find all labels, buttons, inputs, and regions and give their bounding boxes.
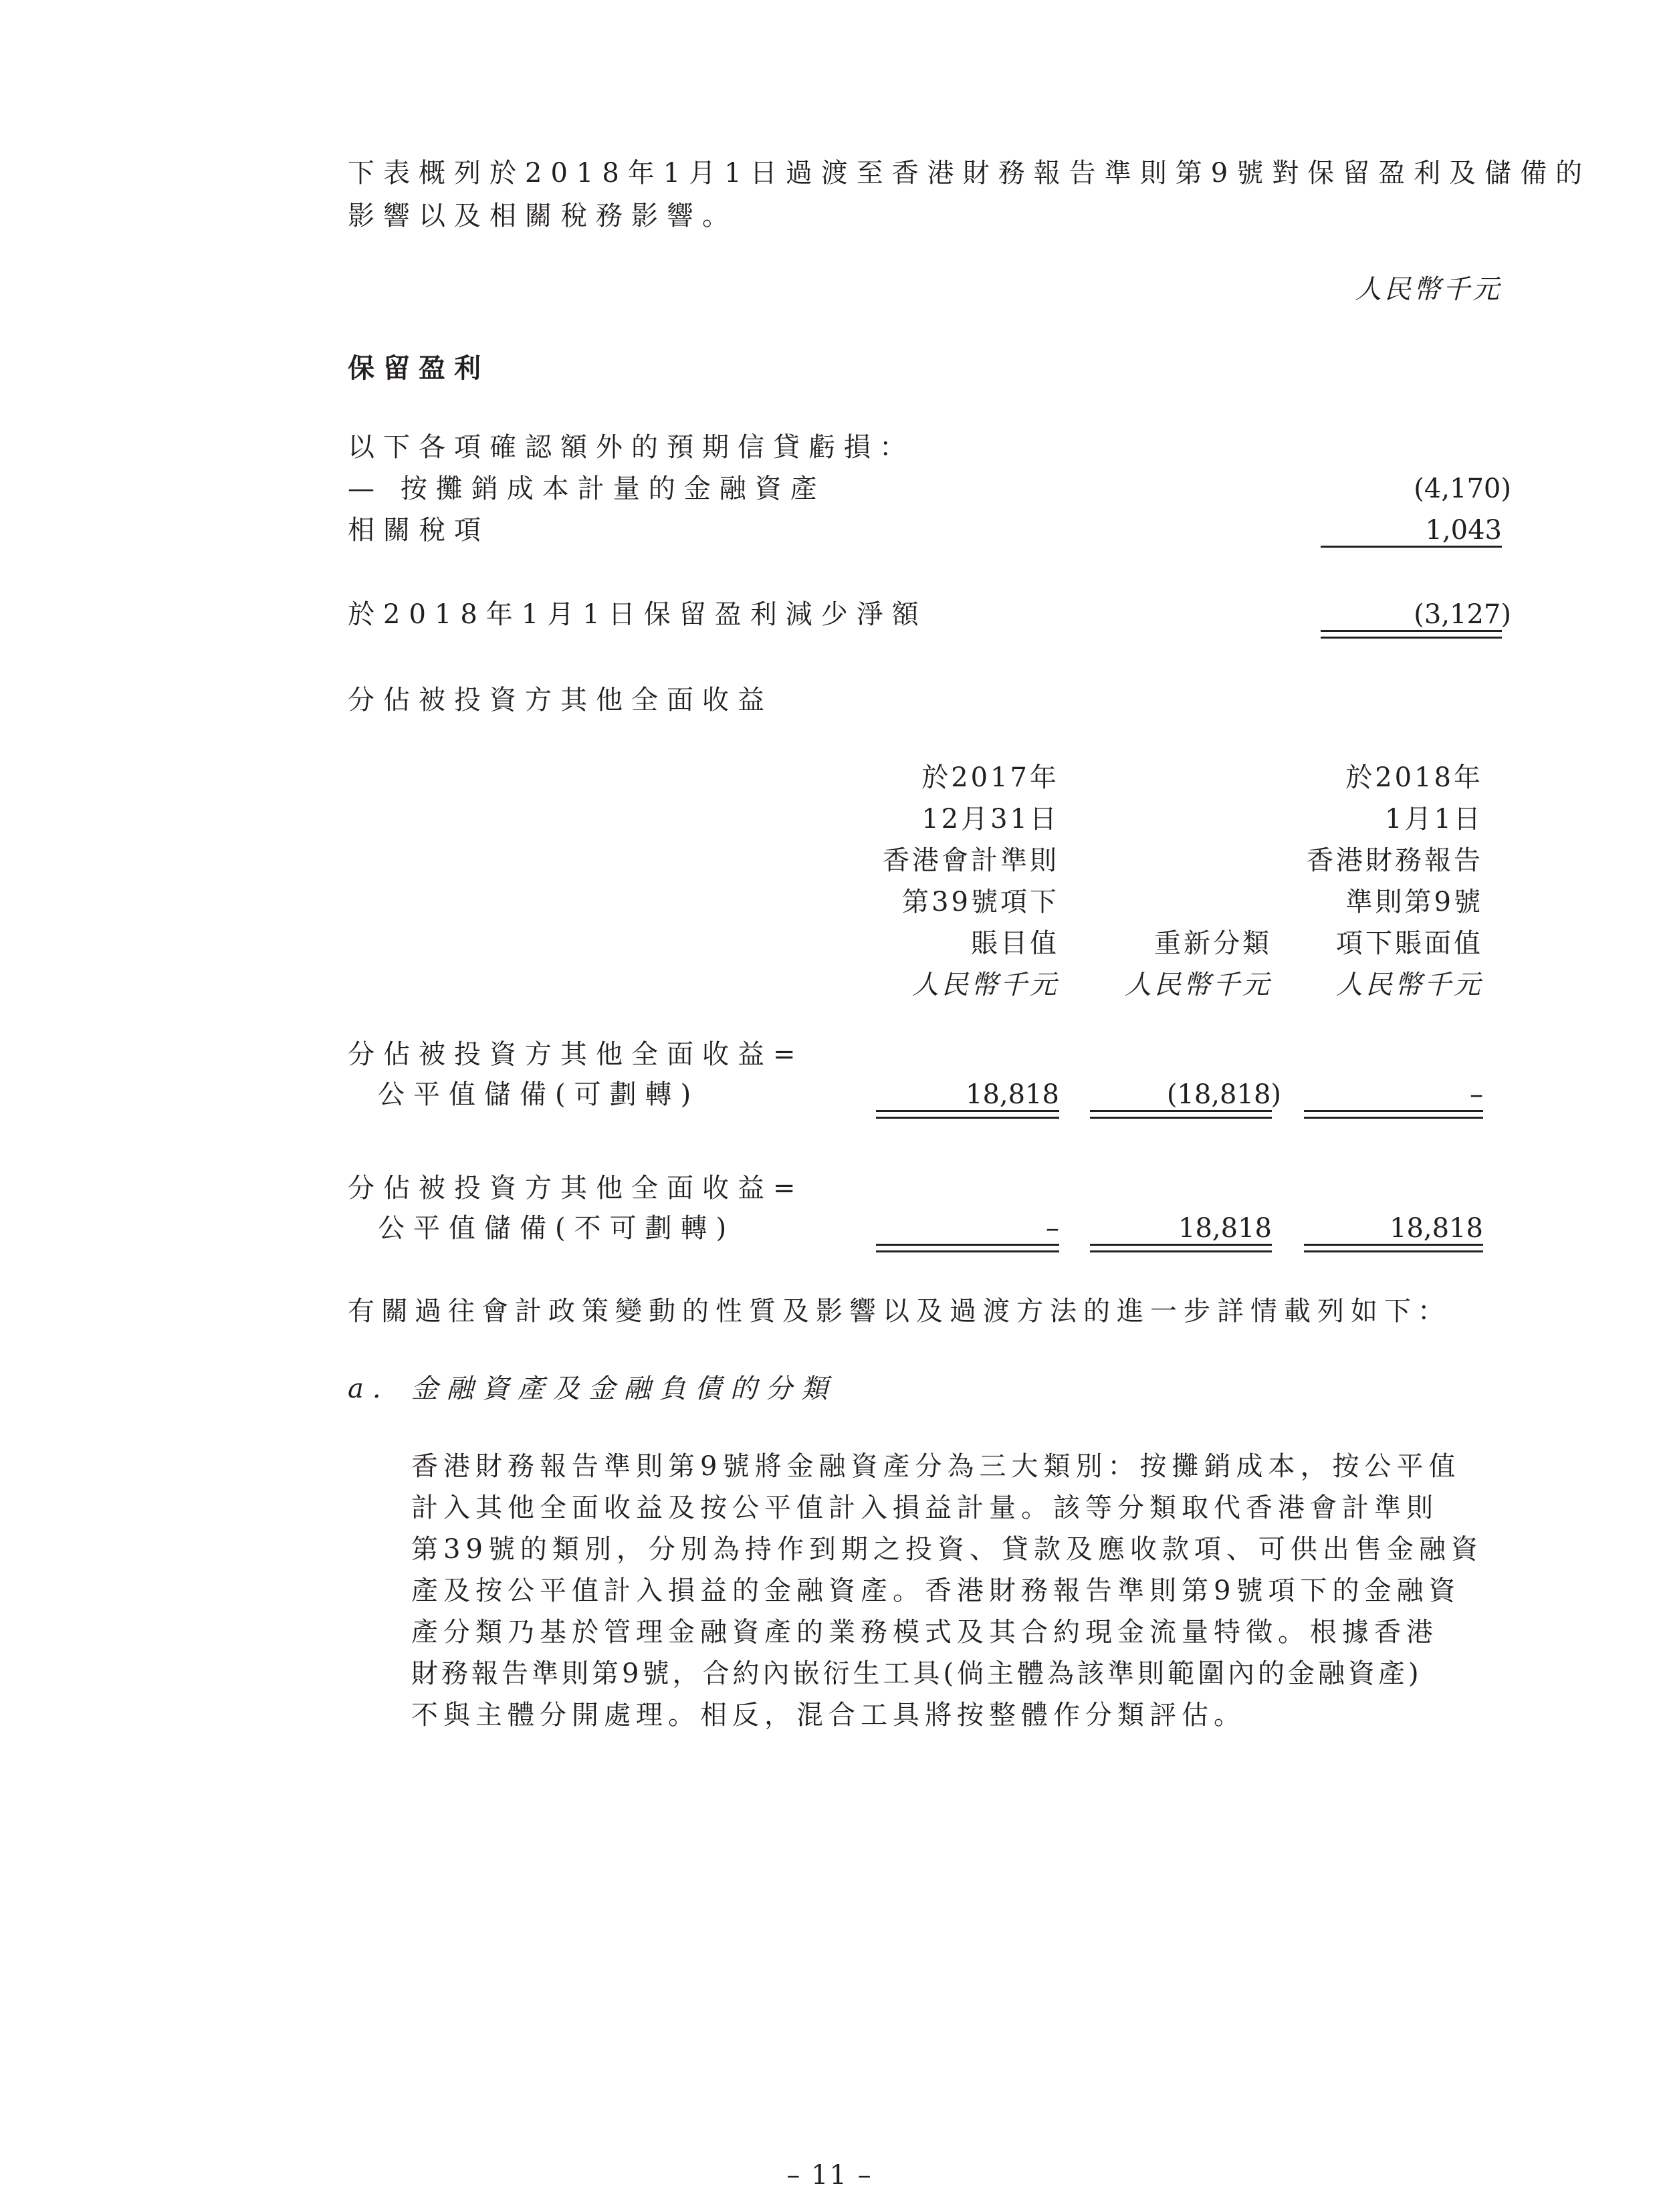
col3-header-line-2: 1月1日	[1385, 804, 1483, 835]
section-a-line-3: 第39號的類別，分別為持作到期之投資、貸款及應收款項、可供出售金融資	[411, 1534, 1483, 1565]
section-a-line-4: 產及按公平值計入損益的金融資產。香港財務報告準則第9號項下的金融資	[411, 1575, 1461, 1606]
col2-header-line-1: 重新分類	[1154, 928, 1272, 959]
row1-col3-underline-1	[1304, 1110, 1483, 1112]
ecl-item-value: (4,170)	[1414, 473, 1511, 504]
section-a-line-2: 計入其他全面收益及按公平值計入損益計量。該等分類取代香港會計準則	[411, 1492, 1438, 1523]
row2-col3-value: 18,818	[1390, 1213, 1483, 1244]
row1-col1-underline-2	[876, 1117, 1059, 1119]
col3-header-line-3: 香港財務報告	[1307, 845, 1483, 876]
col1-header-line-2: 12月31日	[921, 804, 1059, 835]
col3-header-line-4: 準則第9號	[1345, 887, 1483, 917]
col1-header-line-5: 賬目值	[971, 928, 1059, 959]
row2-col2-underline-2	[1090, 1250, 1272, 1252]
col1-unit: 人民幣千元	[912, 970, 1059, 1000]
col1-header-line-3: 香港會計準則	[883, 845, 1059, 876]
row2-label-line-2: 公平值儲備(不可劃轉)	[378, 1213, 736, 1244]
further-details-text: 有關過往會計政策變動的性質及影響以及過渡方法的進一步詳情載列如下：	[348, 1296, 1451, 1327]
section-a-line-6: 財務報告準則第9號，合約內嵌衍生工具(倘主體為該準則範圍內的金融資產)	[411, 1658, 1422, 1689]
oci-heading: 分佔被投資方其他全面收益	[348, 685, 773, 715]
row1-col1-value: 18,818	[966, 1079, 1059, 1110]
row1-col2-underline-2	[1090, 1117, 1272, 1119]
tax-label: 相關稅項	[348, 515, 489, 546]
net-underline-2	[1321, 637, 1502, 639]
row2-label-line-1: 分佔被投資方其他全面收益=	[348, 1173, 804, 1204]
section-a-line-1: 香港財務報告準則第9號將金融資產分為三大類別：按攤銷成本，按公平值	[411, 1451, 1461, 1482]
section-a-line-7: 不與主體分開處理。相反，混合工具將按整體作分類評估。	[411, 1700, 1246, 1731]
net-decrease-label: 於2018年1月1日保留盈利減少淨額	[348, 599, 927, 630]
row2-col1-underline-1	[876, 1244, 1059, 1246]
net-decrease-value: (3,127)	[1414, 599, 1511, 630]
intro-line-1: 下表概列於2018年1月1日過渡至香港財務報告準則第9號對保留盈利及儲備的	[348, 158, 1591, 189]
row1-col2-underline-1	[1090, 1110, 1272, 1112]
col3-header-line-5: 項下賬面值	[1336, 928, 1483, 959]
col3-unit: 人民幣千元	[1336, 970, 1483, 1000]
row2-col3-underline-1	[1304, 1244, 1483, 1246]
unit-label-top: 人民幣千元	[1355, 274, 1502, 305]
row1-col2-value: (18,818)	[1166, 1079, 1281, 1110]
row2-col3-underline-2	[1304, 1250, 1483, 1252]
row1-col3-value: –	[1470, 1079, 1483, 1110]
col1-header-line-4: 第39號項下	[902, 887, 1059, 917]
tax-underline	[1321, 546, 1502, 548]
section-a-title: 金融資產及金融負債的分類	[411, 1373, 837, 1404]
row1-label-line-2: 公平值儲備(可劃轉)	[378, 1079, 700, 1110]
col3-header-line-1: 於2018年	[1345, 762, 1483, 793]
row1-label-line-1: 分佔被投資方其他全面收益=	[348, 1039, 804, 1070]
row1-col1-underline-1	[876, 1110, 1059, 1112]
ecl-item-label: — 按攤銷成本計量的金融資產	[348, 473, 826, 504]
intro-line-2: 影響以及相關稅務影響。	[348, 201, 738, 231]
row2-col2-value: 18,818	[1178, 1213, 1272, 1244]
row2-col1-underline-2	[876, 1250, 1059, 1252]
col1-header-line-1: 於2017年	[921, 762, 1059, 793]
tax-value: 1,043	[1425, 515, 1502, 546]
ecl-intro: 以下各項確認額外的預期信貸虧損：	[348, 432, 915, 463]
section-a-line-5: 產分類乃基於管理金融資產的業務模式及其合約現金流量特徵。根據香港	[411, 1617, 1438, 1648]
section-a-marker: a.	[348, 1373, 390, 1404]
row1-col3-underline-2	[1304, 1117, 1483, 1119]
page-number: – 11 –	[786, 2160, 873, 2191]
net-underline-1	[1321, 630, 1502, 632]
row2-col2-underline-1	[1090, 1244, 1272, 1246]
retained-earnings-heading: 保留盈利	[348, 352, 489, 384]
col2-unit: 人民幣千元	[1125, 970, 1272, 1000]
row2-col1-value: –	[1046, 1213, 1059, 1244]
